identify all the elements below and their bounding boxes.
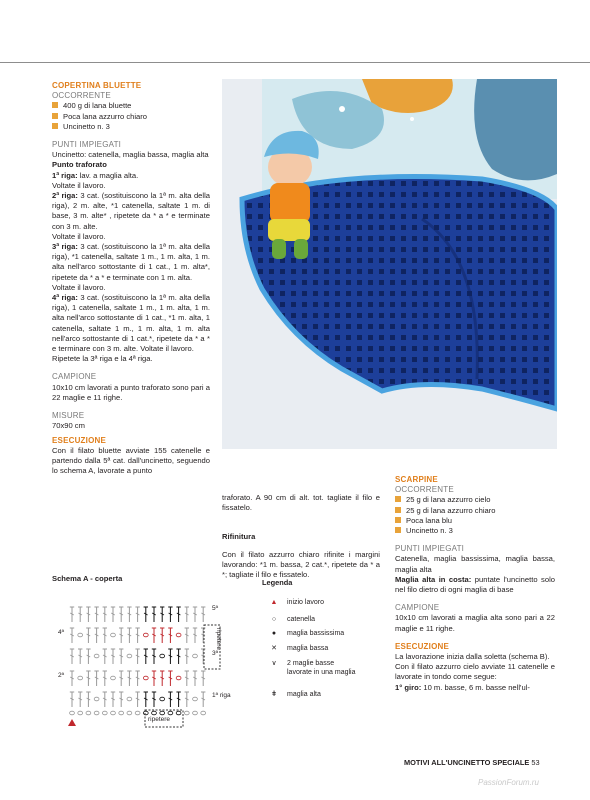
bullet-square-icon (395, 517, 401, 523)
shoes-stitches-heading: PUNTI IMPIEGATI (395, 544, 465, 554)
blanket-continuation (222, 485, 380, 588)
blanket-exec-cont: traforato. A 90 cm di alt. tot. tagliate il filo e fissatelo. (222, 492, 380, 512)
row-label: 2ª (58, 672, 65, 679)
chain-stitch (94, 697, 99, 701)
material-item: 400 g di lana bluette (52, 101, 210, 111)
blanket-size-text: 70x90 cm (52, 421, 85, 431)
material-item: 25 g di lana azzurro cielo (395, 495, 555, 505)
blanket-size-heading: MISURE (52, 411, 85, 421)
bullet-square-icon (395, 496, 401, 502)
row-label: 5ª (212, 605, 219, 612)
row-2: 2ª riga: 3 cat. (sostituiscono la 1ª m. alta della riga), 2 m. alte, *1 catenella, saltate 1 m. di base, 3 m. alte* , ripetete da * a * e terminate con 3 m. alte. (52, 191, 210, 231)
blanket-stitches-text: Uncinetto: catenella, maglia bassa, maglia alta (52, 150, 209, 160)
row-label: 4ª (58, 629, 65, 636)
chain-stitch (143, 676, 148, 680)
material-item: Poca lana blu (395, 516, 555, 526)
repeat-side-label: ripetere (215, 628, 222, 651)
diagram-title: Schema A - coperta (52, 574, 123, 583)
chain-stitch (143, 711, 148, 715)
material-item: Poca lana azzurro chiaro (52, 112, 210, 122)
pattern-title: Punto traforato (52, 160, 107, 170)
single-crochet-icon: ✕ (271, 645, 277, 652)
chain-stitch (193, 697, 198, 701)
chain-stitch (160, 697, 165, 701)
shoes-round-1: 1° giro: 10 m. basse, 6 m. basse nell'ul- (395, 682, 530, 692)
slip-stitch-icon: ● (271, 630, 277, 637)
chain-stitch (127, 711, 132, 715)
crochet-chart (52, 598, 242, 733)
bullet-square-icon (52, 123, 58, 129)
row-3-after: Voltate il lavoro. (52, 282, 106, 292)
row-3: 3ª riga: 3 cat. (sostituiscono la 1ª m. alta della riga), *1 catenella, saltate 1 m., 1 m. alta, 1 m. alta nell'arco sottostante di 1 cat., 1 m. alta*, ripetete da * a * e terminate con 1 m. alta. (52, 242, 210, 282)
blanket-exec-heading: ESECUZIONE (52, 435, 107, 445)
shoes-exec-text-2: Con il filato azzurro cielo avviate 11 catenelle e lavorate in tondo come segue: (395, 662, 555, 682)
blanket-column (52, 81, 210, 476)
chain-stitch (160, 711, 165, 715)
shoes-needed-heading: OCCORRENTE (395, 485, 454, 495)
material-item: Uncinetto n. 3 (395, 526, 555, 536)
chain-stitch (78, 711, 83, 715)
chain-stitch (193, 654, 198, 658)
shoes-edge-text: Maglia alta in costa: puntate l'uncinetto solo nel filo dietro di ogni maglia di base (395, 574, 555, 595)
blanket-needed-heading: OCCORRENTE (52, 91, 111, 101)
shoes-gauge-text: 10x10 cm lavorati a maglia alta sono pari a 22 maglie e 11 righe. (395, 613, 555, 633)
chain-icon: ○ (271, 616, 277, 623)
chain-stitch (168, 711, 173, 715)
material-item: 25 g di lana azzurro chiaro (395, 506, 555, 516)
chain-stitch (111, 633, 116, 637)
blanket-gauge-heading: CAMPIONE (52, 372, 97, 382)
chain-stitch (201, 711, 206, 715)
finish-text: Con il filato azzurro chiaro rifinite i margini lavorando: *1 m. bassa, 2 cat.*, ripetete da * a *; tagliate il filo e fissatelo. (222, 549, 380, 580)
repeat-bottom-label: ripetere (148, 716, 171, 723)
chain-stitch (176, 711, 181, 715)
chain-stitch (176, 633, 181, 637)
blanket-gauge-text: 10x10 cm lavorati a punto traforato sono pari a 22 maglie e 11 righe. (52, 382, 210, 402)
start-triangle-icon (68, 719, 76, 726)
chain-stitch (193, 711, 198, 715)
blanket-photo-illustration (222, 79, 557, 449)
row-4: 4ª riga: 3 cat. (sostituiscono la 1ª m. alta della riga), 1 catenella, saltate 1 m., 1 m. alta, 1 m. alta nell'arco sottostante di 1 cat., *1 m. alta, 1 catenella, saltate 1 m., 1 m. alta, 1 m. alta nell'arco sottostante di 1 cat.*, ripetete da * a * e terminare con 3 m. alte. Voltate il lavoro. (52, 293, 210, 354)
row-2-after: Voltate il lavoro. (52, 231, 106, 241)
shoes-column (395, 475, 555, 693)
chain-stitch (86, 711, 91, 715)
bullet-square-icon (52, 102, 58, 108)
chain-stitch (184, 711, 189, 715)
footer-magazine: MOTIVI ALL'UNCINETTO SPECIALE 53 (404, 758, 540, 767)
start-triangle-icon: ▲ (270, 599, 278, 606)
chain-stitch (111, 711, 116, 715)
chain-stitch (111, 676, 116, 680)
bullet-square-icon (395, 527, 401, 533)
chain-stitch (127, 697, 132, 701)
chain-stitch (78, 633, 83, 637)
product-photo (222, 79, 557, 449)
watermark: PassionForum.ru (478, 778, 539, 787)
blanket-stitches-heading: PUNTI IMPIEGATI (52, 140, 122, 150)
diagram-schema-a (52, 598, 242, 733)
chain-stitch (78, 676, 83, 680)
shoes-exec-heading: ESECUZIONE (395, 641, 450, 651)
blanket-exec-text: Con il filato bluette avviate 155 catenelle e partendo dalla 5ª cat. dall'uncinetto, seguendo lo schema A, lavorate a punto (52, 445, 210, 476)
chain-stitch (160, 654, 165, 658)
chain-stitch (102, 711, 107, 715)
row-1: 1ª riga: lav. a maglia alta. (52, 170, 139, 180)
row-label: 1ª riga (212, 692, 231, 699)
chain-stitch (119, 711, 124, 715)
row-4-after: Ripetete la 3ª riga e la 4ª riga. (52, 354, 153, 364)
chain-stitch (94, 711, 99, 715)
blanket-title: COPERTINA BLUETTE (52, 81, 142, 90)
chain-stitch (135, 711, 140, 715)
material-item: Uncinetto n. 3 (52, 122, 210, 132)
finish-heading: Rifinitura (222, 532, 256, 542)
top-rule (0, 62, 590, 63)
chain-stitch (70, 711, 75, 715)
row-1-after: Voltate il lavoro. (52, 180, 106, 190)
bullet-square-icon (395, 507, 401, 513)
chain-stitch (94, 654, 99, 658)
double-crochet-icon: ǂ (271, 691, 277, 698)
legend-title: Legenda (262, 578, 293, 587)
shoes-gauge-heading: CAMPIONE (395, 603, 440, 613)
decrease-icon: ∨ (271, 660, 277, 667)
shoes-stitches-text: Catenella, maglia bassissima, maglia bassa, maglia alta (395, 554, 555, 574)
row-label: 3ª (212, 650, 219, 657)
chain-stitch (152, 711, 157, 715)
chain-stitch (127, 654, 132, 658)
shoes-title: SCARPINE (395, 475, 438, 484)
shoes-exec-text-1: La lavorazione inizia dalla soletta (schema B). (395, 652, 550, 662)
chain-stitch (176, 676, 181, 680)
bullet-square-icon (52, 113, 58, 119)
chain-stitch (143, 633, 148, 637)
